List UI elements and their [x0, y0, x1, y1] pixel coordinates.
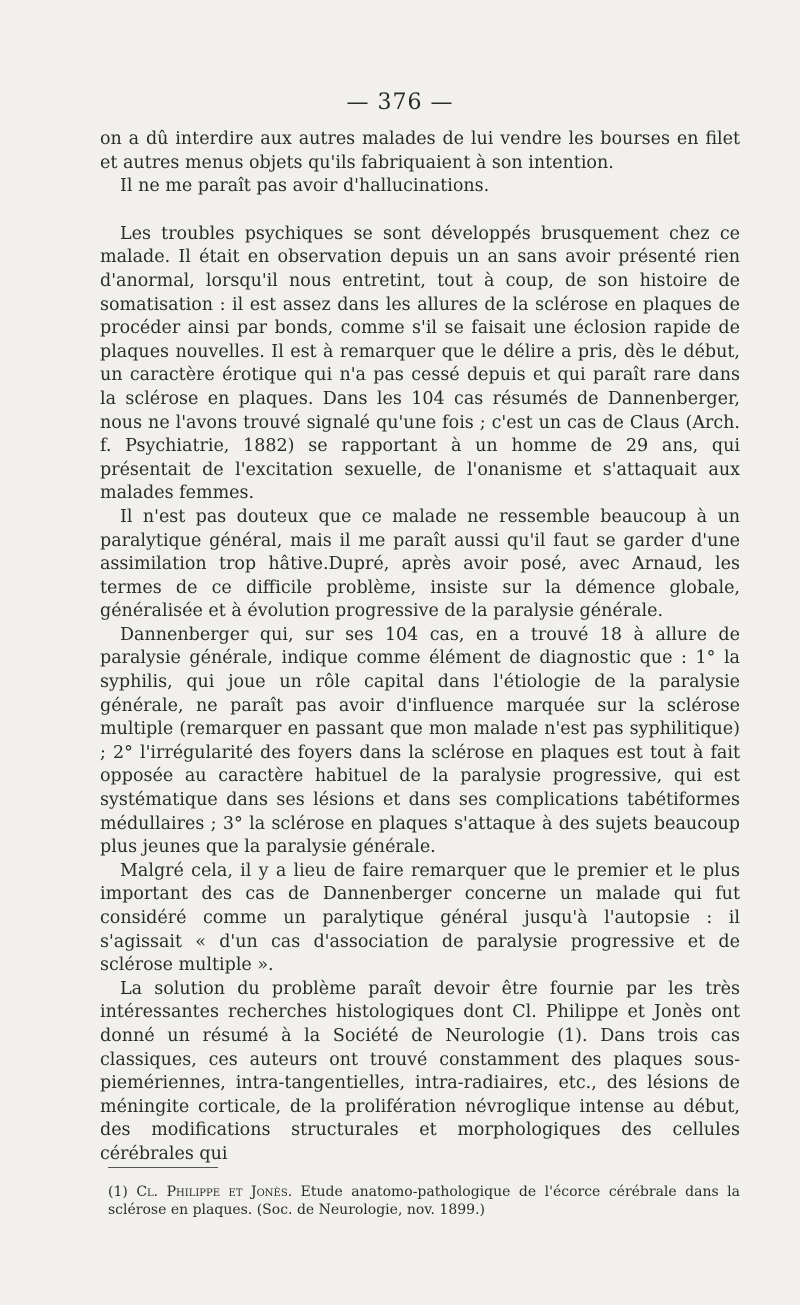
- paragraph-6: Malgré cela, il y a lieu de faire remarquer que le premier et le plus important des cas de Dannenberger concerne un malade qui fut considéré comme un paralytique général jusqu'à l'autopsie : il s'agissait « d'un cas d'association de paralysie progressive et de sclérose multiple ».: [100, 860, 740, 976]
- footnote-text: Etude anatomo-pathologique de l'écorce cérébrale dans la sclérose en plaques. (Soc. de Neurologie, nov. 1899.): [108, 1184, 740, 1218]
- paragraph-3: Les troubles psychiques se sont développés brusquement chez ce malade. Il était en observation depuis un an sans avoir présenté rien d'anormal, lorsqu'il nous entretint, tout à coup, de son histoire de somatisation : il est assez dans les allures de la sclérose en plaques de procéder ainsi par bonds, comme s'il se faisait une éclosion rapide de plaques nouvelles. Il est à remarquer que le délire a pris, dès le début, un caractère érotique qui n'a pas cessé depuis et qui paraît rare dans la sclérose en plaques. Dans les 104 cas résumés de Dannenberger, nous ne l'avons trouvé signalé qu'une fois ; c'est un cas de Claus (Arch. f. Psychiatrie, 1882) se rapportant à un homme de 29 ans, qui présentait de l'excitation sexuelle, de l'onanisme et s'attaquait aux malades femmes.: [100, 223, 740, 504]
- footnote-rule: [108, 1167, 218, 1168]
- paragraph-2: Il ne me paraît pas avoir d'hallucinations.: [120, 176, 490, 197]
- footnote: [108, 1183, 740, 1219]
- paragraph-7: La solution du problème paraît devoir être fournie par les très intéressantes recherches histologiques dont Cl. Philippe et Jonès ont donné un résumé à la Société de Neurologie (1). Dans trois cas classiques, ces auteurs ont trouvé constamment des plaques sous-piemériennes, intra-tangentielles, intra-radiaires, etc., des lésions de méningite corticale, de la prolifération névroglique intense au début, des modifications structurales et morphologiques des cellules cérébrales qui: [100, 978, 740, 1164]
- body-text: [100, 128, 740, 1167]
- page-number: — 376 —: [346, 90, 454, 115]
- footnote-authors: Cl. Philippe et Jonès.: [136, 1184, 293, 1200]
- paragraph-5: Dannenberger qui, sur ses 104 cas, en a trouvé 18 à allure de paralysie générale, indique comme élément de diagnostic que : 1° la syphilis, qui joue un rôle capital dans l'étiologie de la paralysie générale, ne paraît pas avoir d'influence marquée sur la sclérose multiple (remarquer en passant que mon malade n'est pas syphilitique) ; 2° l'irrégularité des foyers dans la sclérose en plaques est tout à fait opposée au caractère habituel de la paralysie progressive, qui est systématique dans ses lésions et dans ses complications tabétiformes médullaires ; 3° la sclérose en plaques s'attaque à des sujets beaucoup plus jeunes que la paralysie générale.: [100, 624, 740, 858]
- footnote-marker: (1): [108, 1184, 128, 1200]
- paragraph-4: Il n'est pas douteux que ce malade ne ressemble beaucoup à un paralytique général, mais il me paraît aussi qu'il faut se garder d'une assimilation trop hâtive.Dupré, après avoir posé, avec Arnaud, les termes de ce difficile problème, insiste sur la démence globale, généralisée et à évolution progressive de la paralysie générale.: [100, 506, 740, 622]
- paragraph-1: on a dû interdire aux autres malades de lui vendre les bourses en filet et autres menus objets qu'ils fabriquaient à son intention.: [100, 129, 740, 173]
